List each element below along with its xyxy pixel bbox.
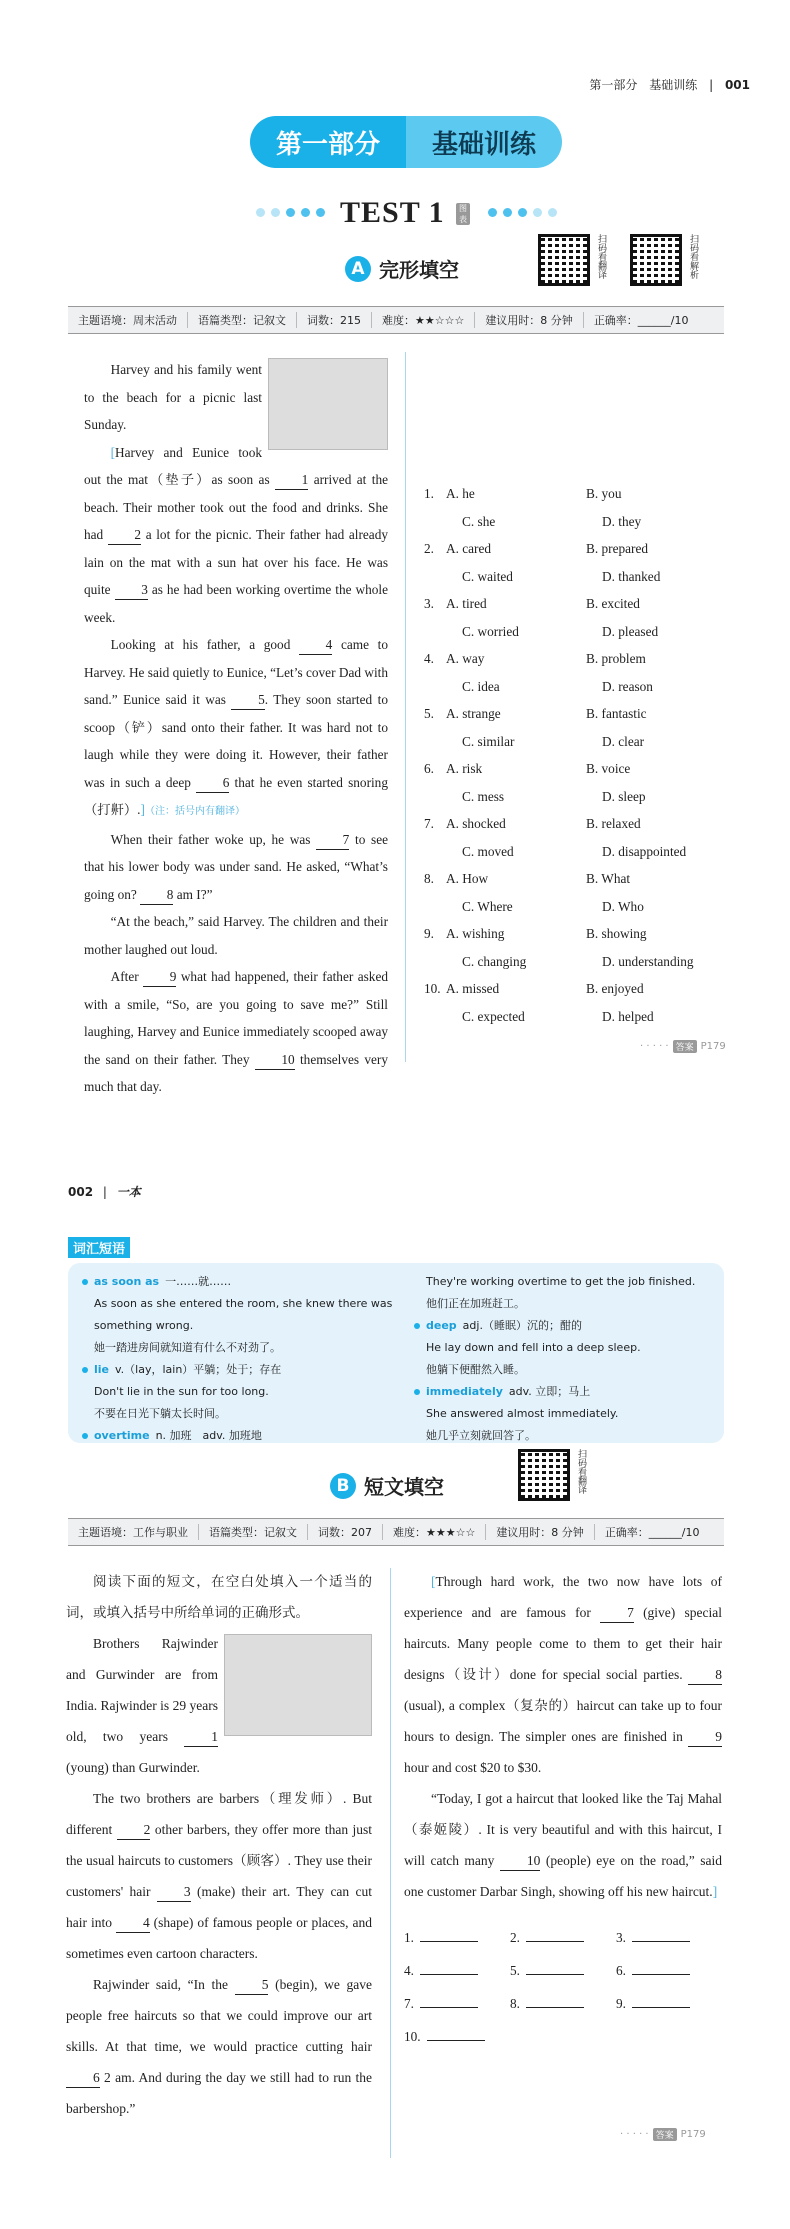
vocab-key: lie <box>94 1363 110 1376</box>
question-number <box>424 893 446 921</box>
blank-10[interactable]: 10 <box>255 1051 295 1070</box>
blank-b1[interactable]: 1 <box>184 1728 218 1747</box>
vocab-entry <box>82 1359 412 1381</box>
bullet-icon <box>82 1433 88 1439</box>
blank-b3[interactable]: 3 <box>157 1883 191 1902</box>
option-row-cont <box>424 563 734 591</box>
blank-4[interactable]: 4 <box>299 636 332 655</box>
vocab-key: deep <box>426 1319 457 1332</box>
test-tag: 图表 <box>456 203 470 225</box>
option-row <box>424 810 734 838</box>
option-row-cont <box>424 1003 734 1031</box>
bullet-icon <box>82 1367 88 1373</box>
bullet-icon <box>414 1389 420 1395</box>
header-part: 第一部分 <box>589 78 638 92</box>
option-b[interactable]: B. showing <box>586 926 647 941</box>
blank-5[interactable]: 5 <box>231 691 264 710</box>
question-number <box>424 1003 446 1031</box>
vocab-example: 他躺下便酣然入睡。 <box>426 1363 525 1376</box>
vocab-example: They're working overtime to get the job finished. <box>426 1275 696 1288</box>
vocab-definition: v.（lay，lain）平躺；处于；存在 <box>115 1363 282 1376</box>
vocab-example: 她一踏进房间就知道有什么不对劲了。 <box>94 1341 281 1354</box>
answer-line[interactable]: 6. <box>616 1954 722 1987</box>
option-d[interactable]: D. Who <box>602 898 644 914</box>
vocab-example: 她几乎立刻就回答了。 <box>426 1429 536 1442</box>
vocab-box <box>68 1263 724 1443</box>
blank-b10[interactable]: 10 <box>500 1852 541 1871</box>
option-b[interactable]: B. voice <box>586 761 631 776</box>
option-c[interactable]: C. changing <box>462 953 527 969</box>
blank-b2[interactable]: 2 <box>117 1821 151 1840</box>
question-number <box>424 838 446 866</box>
question-number: 5. <box>424 706 434 721</box>
option-b[interactable]: B. prepared <box>586 541 649 556</box>
option-a[interactable]: A. shocked <box>446 816 506 831</box>
option-c[interactable]: C. idea <box>462 678 500 694</box>
family-beach-illustration <box>268 358 388 450</box>
paragraph: Brothers Rajwinder and Gurwinder are from India. Rajwinder is 29 years old, two years 1 (young) than Gurwinder. <box>66 1636 218 1775</box>
qr-code-icon <box>538 234 590 286</box>
section-b-badge: B <box>330 1473 356 1499</box>
option-c[interactable]: C. moved <box>462 843 514 859</box>
question-number: 3. <box>424 596 434 611</box>
info-bar-b: 主题语境：工作与职业 语篇类型：记叙文 词数：207 难度：★★★☆☆ 建议用时：8 分钟 正确率：______/10 <box>68 1518 724 1546</box>
vocab-definition: n. 加班 adv. 加班地 <box>155 1429 262 1442</box>
option-d[interactable]: D. understanding <box>602 953 694 969</box>
bullet-icon <box>82 1279 88 1285</box>
blank-8[interactable]: 8 <box>140 886 173 905</box>
vocab-left <box>82 1271 412 1447</box>
qr-code-icon <box>518 1449 570 1501</box>
option-c[interactable]: C. worried <box>462 623 519 639</box>
part-banner <box>250 116 562 168</box>
paragraph: Looking at his father, a good 4 came to Harvey. He said quietly to Eunice, “Let’s cover Dad with sand.” Eunice said it was 5. They soon started to scoop（铲）sand onto their father. It was hard not to laugh while they were doing it. However, their father was in such a deep 6 that he even started snoring（打鼾）.]（注：括号内有翻译） <box>84 637 389 817</box>
option-row <box>424 590 734 618</box>
option-row-cont <box>424 728 734 756</box>
vocab-example: something wrong. <box>94 1319 194 1332</box>
footer-page-number: 002 <box>68 1185 94 1199</box>
blank-6[interactable]: 6 <box>196 774 229 793</box>
section-a-title: A 完形填空 <box>345 254 459 283</box>
option-a[interactable]: A. How <box>446 871 489 886</box>
option-b[interactable]: B. enjoyed <box>586 981 644 996</box>
passage-a <box>84 356 388 1101</box>
question-number <box>424 563 446 591</box>
blank-b5[interactable]: 5 <box>235 1976 269 1995</box>
dots-left <box>256 208 325 217</box>
vocab-entry <box>82 1425 412 1447</box>
vocab-example: As soon as she entered the room, she knew there was <box>94 1297 393 1310</box>
qr-analysis[interactable]: 扫码看解析 <box>630 234 698 286</box>
question-number: 1. <box>424 486 434 501</box>
question-number <box>424 728 446 756</box>
blank-b6[interactable]: 6 <box>66 2069 100 2088</box>
column-divider-b <box>390 1568 391 2158</box>
option-row-cont <box>424 838 734 866</box>
option-a[interactable]: A. risk <box>446 761 483 776</box>
paragraph: “At the beach,” said Harvey. The children and their mother laughed out loud. <box>84 914 388 957</box>
option-row-cont <box>424 893 734 921</box>
header-section: 基础训练 <box>649 78 698 92</box>
answer-ref-a[interactable]: · · · · · 答案 P179 <box>640 1041 726 1053</box>
option-row <box>424 700 734 728</box>
option-c[interactable]: C. Where <box>462 898 513 914</box>
option-row-cont <box>424 948 734 976</box>
blank-2[interactable]: 2 <box>108 526 141 545</box>
option-b[interactable]: B. fantastic <box>586 706 647 721</box>
vocab-example: Don't lie in the sun for too long. <box>94 1385 269 1398</box>
option-row-cont <box>424 618 734 646</box>
question-number: 7. <box>424 816 434 831</box>
qr-translation[interactable]: 扫码看翻译 <box>538 234 606 286</box>
vocab-key: overtime <box>94 1429 150 1442</box>
page-footer: 002 | 一本 <box>68 1185 141 1199</box>
question-number: 10. <box>424 981 441 996</box>
section-a-badge: A <box>345 256 371 282</box>
instructions: 阅读下面的短文，在空白处填入一个适当的词，或填入括号中所给单词的正确形式。 <box>66 1574 372 1620</box>
brand-logo: 一本 <box>116 1185 141 1199</box>
answer-line[interactable]: 8. <box>510 1987 616 2020</box>
question-number <box>424 783 446 811</box>
option-c[interactable]: C. expected <box>462 1008 525 1024</box>
passage-b-left <box>66 1566 372 2124</box>
question-number <box>424 948 446 976</box>
question-number: 9. <box>424 926 434 941</box>
answer-line[interactable]: 9. <box>616 1987 722 2020</box>
blank-b8[interactable]: 8 <box>688 1666 722 1685</box>
vocab-entry <box>414 1381 714 1403</box>
answer-line[interactable]: 7. <box>404 1987 510 2020</box>
test-title: TEST 1 <box>340 196 445 229</box>
option-row <box>424 975 734 1003</box>
vocab-example: She answered almost immediately. <box>426 1407 619 1420</box>
paragraph: [Harvey and Eunice took out the mat（垫子）as soon as 1 arrived at the beach. Their mother took out the food and drinks. She had 2 a lot for the picnic. Their father had already lain on the mat with a sun hat over his face. He was quite 3 as he had been working overtime the whole week. <box>84 444 389 625</box>
blank-b4[interactable]: 4 <box>116 1914 150 1933</box>
vocab-definition: adj.（睡眠）沉的；酣的 <box>462 1319 582 1332</box>
option-b[interactable]: B. What <box>586 871 631 886</box>
vocab-key: immediately <box>426 1385 503 1398</box>
blank-9[interactable]: 9 <box>143 968 176 987</box>
vocab-key: as soon as <box>94 1275 160 1288</box>
answer-line[interactable]: 2. <box>510 1921 616 1954</box>
answer-line[interactable]: 3. <box>616 1921 722 1954</box>
option-row <box>424 755 734 783</box>
paragraph: After 9 what had happened, their father asked with a smile, “So, are you going to save me?” Still laughing, Harvey and Eunice immediately scooped away the sand on their father. They 10 themselves very much that day. <box>84 969 388 1094</box>
option-a[interactable]: A. strange <box>446 706 501 721</box>
vocab-right <box>414 1271 714 1447</box>
question-number <box>424 618 446 646</box>
vocab-example: 他们正在加班赶工。 <box>426 1297 525 1310</box>
option-a[interactable]: A. tired <box>446 596 487 611</box>
qr-translation-b[interactable]: 扫码看翻译 <box>518 1449 586 1501</box>
barber-photo <box>224 1634 372 1736</box>
option-d[interactable]: D. reason <box>602 678 653 694</box>
option-row <box>424 865 734 893</box>
option-a[interactable]: A. wishing <box>446 926 505 941</box>
blank-b9[interactable]: 9 <box>688 1728 722 1747</box>
translation-note: （注：括号内有翻译） <box>144 806 245 817</box>
blank-3[interactable]: 3 <box>115 581 148 600</box>
options-a <box>424 480 734 1030</box>
qr-code-icon <box>630 234 682 286</box>
blank-b7[interactable]: 7 <box>600 1604 634 1623</box>
option-a[interactable]: A. cared <box>446 541 492 556</box>
vocab-example: He lay down and fell into a deep sleep. <box>426 1341 641 1354</box>
option-row-cont <box>424 783 734 811</box>
option-c[interactable]: C. waited <box>462 568 513 584</box>
paragraph: Rajwinder said, “In the 5 (begin), we gave people free haircuts so that we could improve our art skills. At that time, we would practice cutting hair 6 2 am. And during the day we still had to run the barbershop.” <box>66 1977 373 2116</box>
vocab-entry <box>414 1315 714 1337</box>
answer-lines <box>404 1921 722 2053</box>
column-divider <box>405 352 406 1062</box>
paragraph: “Today, I got a haircut that looked like the Taj Mahal（泰姬陵）. It is very beautiful and with this haircut, I will catch many 10 (people) eye on the road,” said one customer Darbar Singh, showing off his new haircut.] <box>404 1791 722 1899</box>
question-number: 6. <box>424 761 434 776</box>
option-b[interactable]: B. problem <box>586 651 646 666</box>
option-c[interactable]: C. mess <box>462 788 505 804</box>
question-number <box>424 673 446 701</box>
bullet-icon <box>414 1323 420 1329</box>
banner-right: 基础训练 <box>406 116 562 168</box>
paragraph: Harvey and his family went to the beach for a picnic last Sunday. <box>84 362 262 432</box>
option-b[interactable]: B. relaxed <box>586 816 641 831</box>
vocab-example: 不要在日光下躺太长时间。 <box>94 1407 226 1420</box>
page-header: 第一部分 基础训练 | 001 <box>589 78 750 92</box>
answer-ref-b[interactable]: · · · · · 答案 P179 <box>620 2129 706 2141</box>
answer-line[interactable]: 10. <box>404 2020 510 2053</box>
option-a[interactable]: A. he <box>446 486 475 501</box>
banner-left: 第一部分 <box>250 116 406 168</box>
option-a[interactable]: A. way <box>446 651 485 666</box>
paragraph: The two brothers are barbers（理发师）. But different 2 other barbers, they offer more than just the usual haircuts to customers（顾客）. They use their customers' hair 3 (make) their art. They can cut hair into 4 (shape) of famous people or places, and sometimes even cartoon characters. <box>66 1791 373 1961</box>
answer-line[interactable]: 5. <box>510 1954 616 1987</box>
blank-7[interactable]: 7 <box>316 831 349 850</box>
option-d[interactable]: D. pleased <box>602 623 659 639</box>
dots-right <box>488 208 557 217</box>
option-row <box>424 920 734 948</box>
option-c[interactable]: C. similar <box>462 733 515 749</box>
question-number: 8. <box>424 871 434 886</box>
vocab-definition: 一……就…… <box>165 1275 232 1288</box>
option-d[interactable]: D. thanked <box>602 568 661 584</box>
option-d[interactable]: D. sleep <box>602 788 646 804</box>
paragraph: [Through hard work, the two now have lots of experience and are famous for 7 (give) special haircuts. Many people come to them to get their hair designs（设计）done for special social parties. 8 (usual), a complex（复杂的）haircut can take up to four hours to design. The simpler ones are finished in 9 hour and cost $20 to $30. <box>404 1574 723 1775</box>
option-c[interactable]: C. she <box>462 513 496 529</box>
vocab-entry <box>82 1271 412 1293</box>
option-b[interactable]: B. you <box>586 486 622 501</box>
option-b[interactable]: B. excited <box>586 596 640 611</box>
section-b-title: B 短文填空 <box>330 1471 444 1500</box>
vocab-definition: adv. 立即；马上 <box>508 1385 591 1398</box>
option-row <box>424 480 734 508</box>
page-number: 001 <box>724 78 750 92</box>
paragraph: When their father woke up, he was 7 to see that his lower body was under sand. He asked, “What’s going on? 8 am I?” <box>84 826 388 909</box>
answer-line[interactable]: 4. <box>404 1954 510 1987</box>
option-row-cont <box>424 508 734 536</box>
option-d[interactable]: D. helped <box>602 1008 654 1024</box>
passage-b-right <box>404 1566 722 2053</box>
option-row-cont <box>424 673 734 701</box>
question-number <box>424 508 446 536</box>
info-bar-a: 主题语境：周末活动 语篇类型：记叙文 词数：215 难度：★★☆☆☆ 建议用时：8 分钟 正确率：______/10 <box>68 306 724 334</box>
vocab-title: 词汇短语 <box>68 1237 130 1258</box>
option-row <box>424 535 734 563</box>
option-row <box>424 645 734 673</box>
blank-1[interactable]: 1 <box>275 471 308 490</box>
question-number: 4. <box>424 651 434 666</box>
option-d[interactable]: D. disappointed <box>602 843 687 859</box>
question-number: 2. <box>424 541 434 556</box>
option-d[interactable]: D. clear <box>602 733 645 749</box>
answer-line[interactable]: 1. <box>404 1921 510 1954</box>
option-d[interactable]: D. they <box>602 513 642 529</box>
option-a[interactable]: A. missed <box>446 981 500 996</box>
